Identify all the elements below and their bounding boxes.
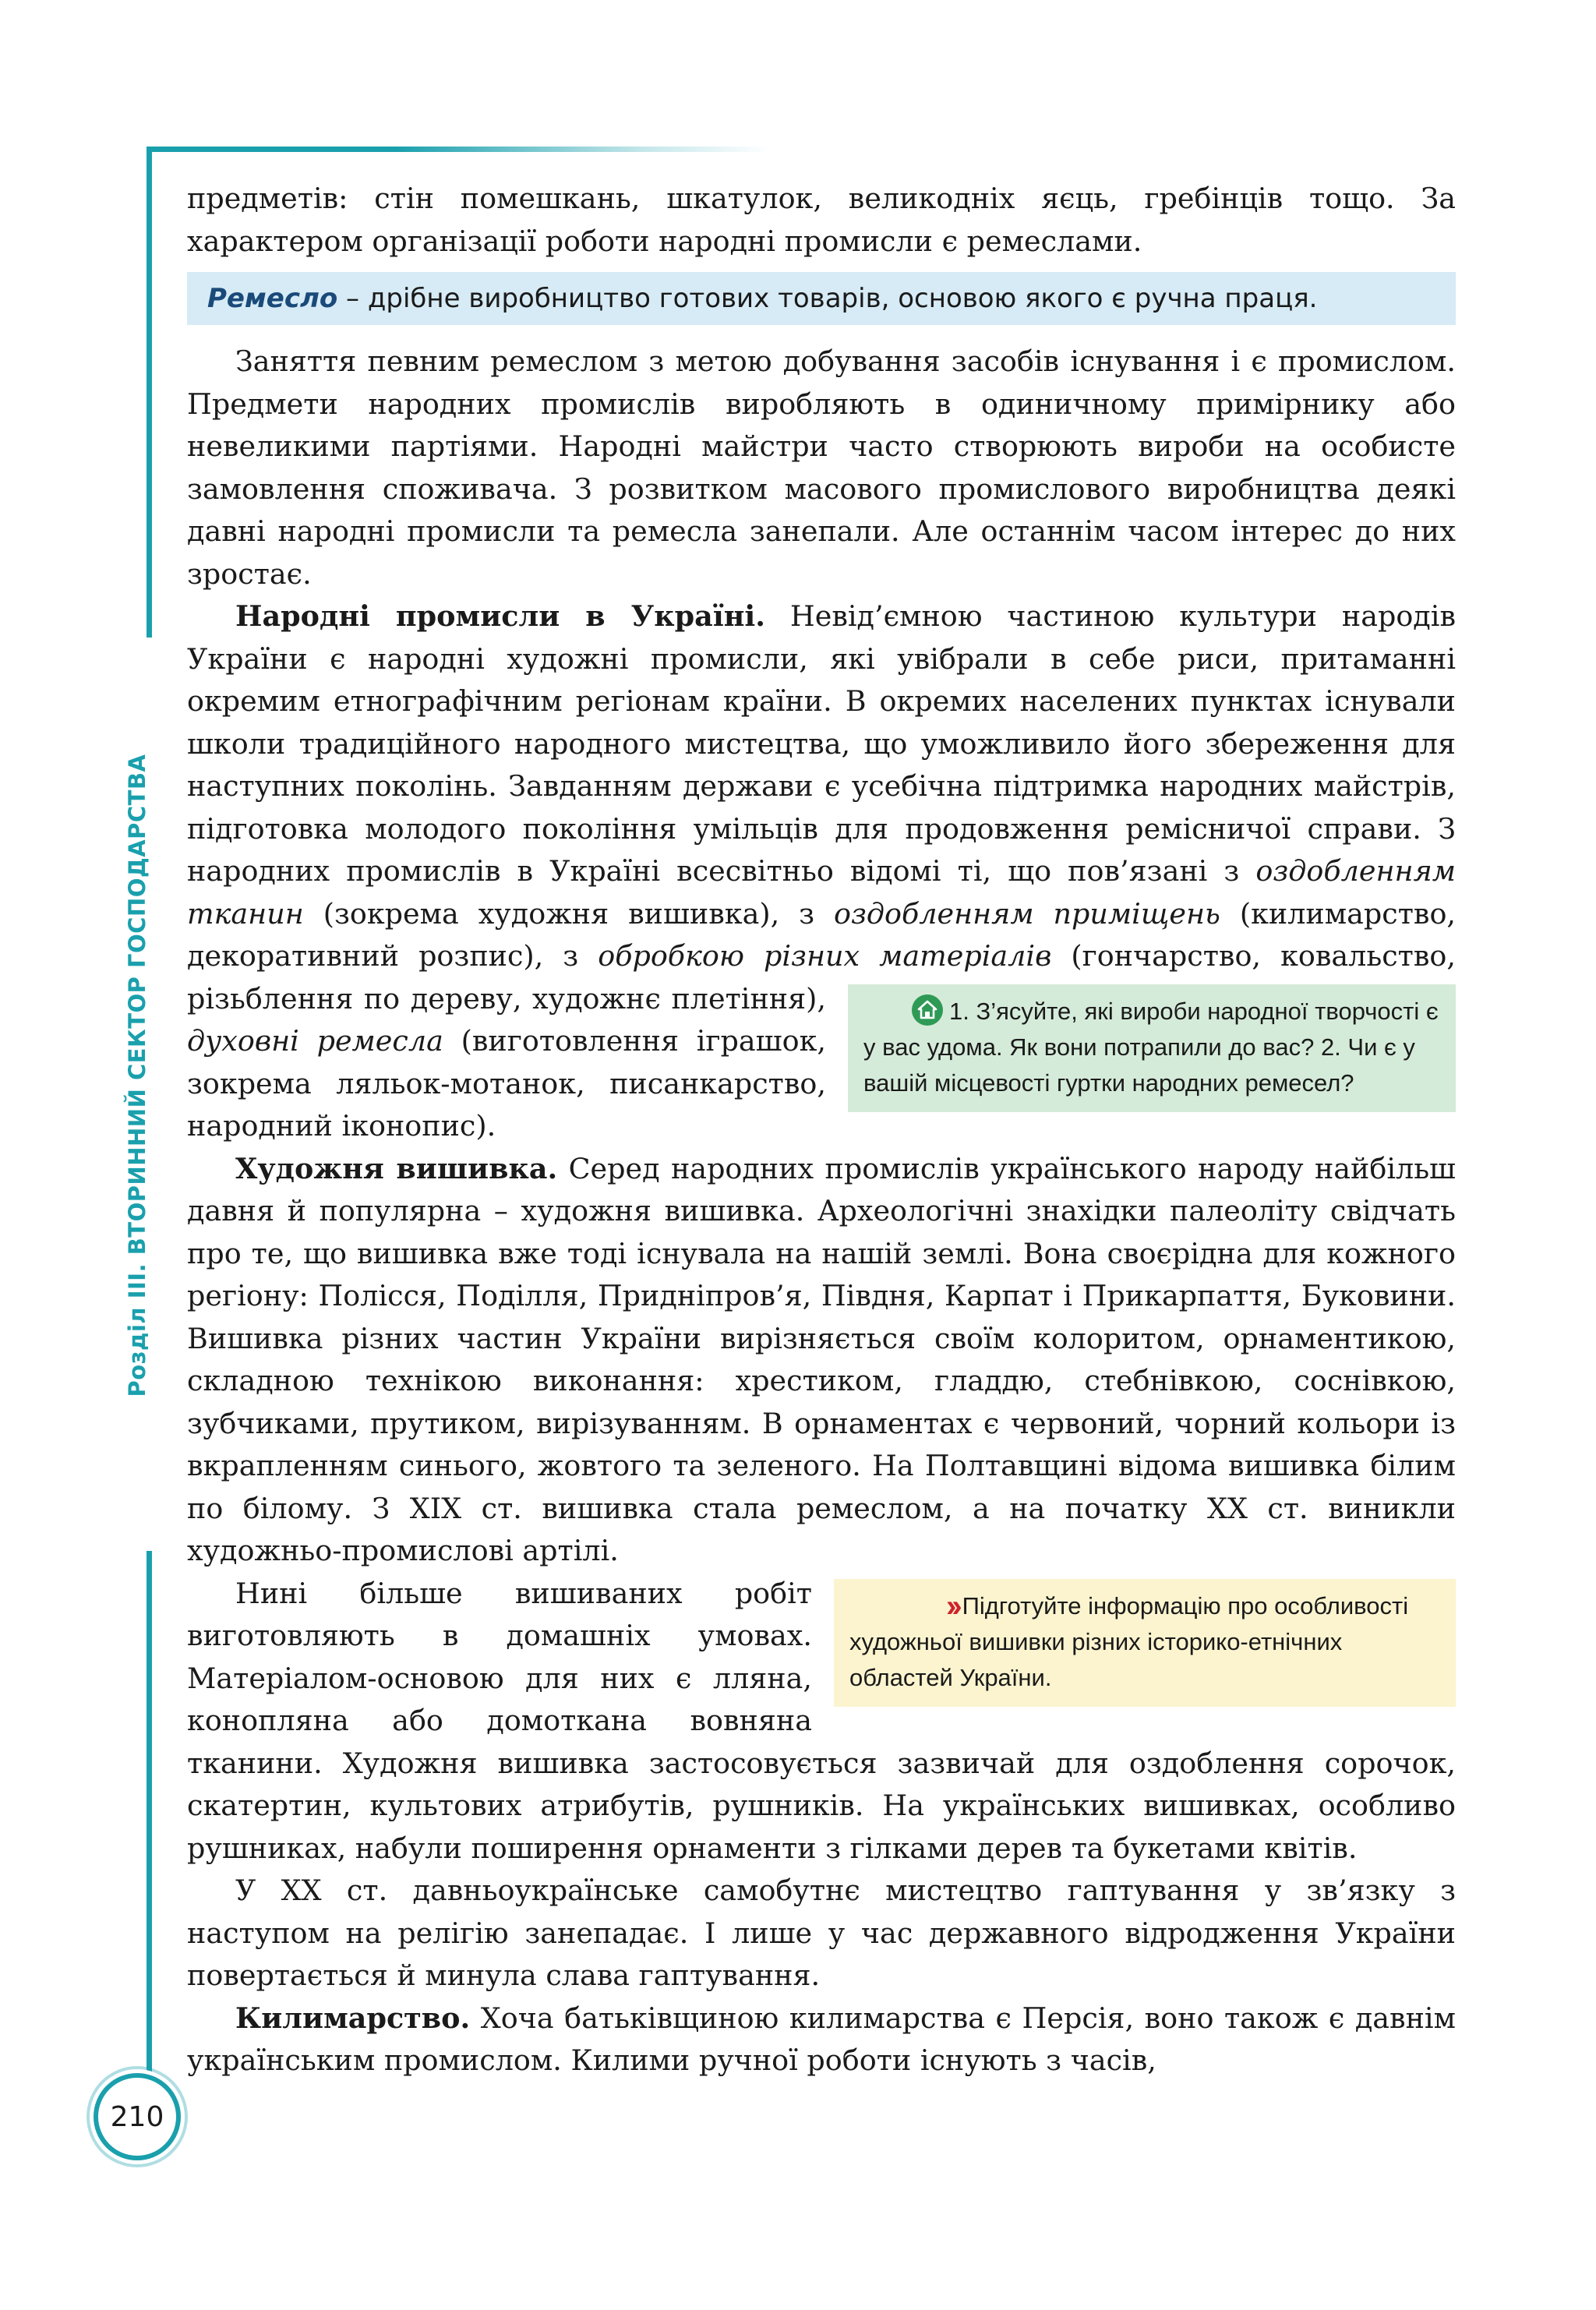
paragraph-6: У XX ст. давньоукраїнське самобутнє мистецтво гаптування у зв’язку з наступом на релігію занепадає. І лише у час державного відродження України повертається й минула слава гаптування. — [187, 1874, 1456, 1992]
heading-carpet: Килимарство. — [235, 2001, 471, 2035]
folk-crafts-text-c: (килимарство, декоративний розпис), з — [187, 896, 1457, 973]
paragraph-5 — [187, 1573, 1456, 1870]
embroidery-text: Серед народних промислів українського народу найбільш давня й популярна – художня вишивка. Археологічні знахідки палеоліту свідчать про те, що вишивка вже тоді існувала на нашій землі. Вона своєрідна для кожного регіону: Полісся, Поділля, Придніпров’я, Півдня, Карпат і Прикарпаття, Буковини. Вишивка різних частин України вирізняється своїм колоритом, орнаментикою, складною технікою виконання: хрестиком, гладдю, стебнівкою, соснівкою, зубчиками, прутиком, вирізуванням. В орнаментах є червоний, чорний кольори із вкрапленням синього, жовтого та зеленого. На Полтавщині відома вишивка білим по білому. З XIX ст. вишивка стала ремеслом, а на початку XX ст. виникли художньо-промислові артілі. — [187, 1151, 1456, 1567]
definition-text: – дрібне виробництво готових товарів, основою якого є ручна праця. — [337, 283, 1318, 314]
section-side-title: Розділ ІІІ. ВТОРИННИЙ СЕКТОР ГОСПОДАРСТВА — [124, 754, 150, 1397]
definition-term: Ремесло — [207, 283, 338, 314]
page-number-text: 210 — [110, 2100, 164, 2133]
folk-crafts-italic-3: обробкою різних матеріалів — [598, 939, 1052, 973]
paragraph-1: предметів: стін помешкань, шкатулок, великодніх яєць, гребінців тощо. За характером організації роботи народні промисли є ремеслами. — [187, 182, 1456, 258]
prepare-task-text: Підготуйте інформацію про особливості художньої вишивки різних історико-етнічних областей України. — [849, 1591, 1409, 1691]
left-decorative-rule-top — [147, 147, 152, 638]
heading-folk-crafts: Народні промисли в Україні. — [235, 599, 765, 633]
carpet-text: Хоча батьківщиною килимарства є Персія, воно також є давнім українським промислом. Килими ручної роботи існують з часів, — [187, 2001, 1456, 2077]
page-number — [94, 2073, 181, 2160]
home-task-box — [848, 984, 1456, 1112]
definition-box — [187, 272, 1456, 325]
top-decorative-rule — [147, 147, 770, 152]
paragraph-embroidery — [187, 1148, 1456, 1573]
paragraph-2: Заняття певним ремеслом з метою добування засобів існування і є промислом. Предмети народних промислів виробляють в одиничному примірнику або невеликими партіями. Народні майстри часто створюють вироби на особисте замовлення споживача. З розвитком масового промислового виробництва деякі давні народні промисли та ремесла занепали. Але останнім часом інтерес до них зростає. — [187, 344, 1456, 591]
folk-crafts-italic-2: оздобленням приміщень — [833, 896, 1220, 931]
house-icon — [912, 994, 943, 1026]
paragraph-5-text: Нині більше вишиваних робіт виготовляють в домашніх умовах. Матеріалом-основою для них є лляна, конопляна або домоткана вовняна тканини. Художня вишивка застосовується зазвичай для оздоблення сорочок, скатертин, культових атрибутів, рушників. На українських вишивках, особливо рушниках, набули поширення орнаменти з гілками дерев та букетами квітів. — [187, 1576, 1456, 1865]
home-task-text: 1. З’ясуйте, які вироби народної творчості є у вас удома. Як вони потрапили до вас? 2. Чи є у вашій місцевості гуртки народних ремесел? — [863, 997, 1439, 1097]
paragraph-folk-crafts — [187, 595, 1456, 1148]
folk-crafts-text-b: (зокрема художня вишивка), з — [303, 896, 834, 931]
prepare-task-box — [834, 1579, 1456, 1707]
folk-crafts-text-e: (виготовлення іграшок, зокрема ляльок-мотанок, писанкарство, народний іконопис). — [187, 1024, 827, 1143]
page-content — [187, 178, 1456, 2082]
double-chevron-right-icon: ›› — [946, 1588, 958, 1623]
folk-crafts-text-d: (гончарство, ковальство, різьблення по дереву, художнє плетіння), — [187, 939, 1456, 1015]
folk-crafts-italic-4: духовні ремесла — [187, 1024, 443, 1058]
folk-crafts-italic-1: оздобленням тканин — [187, 854, 1456, 931]
paragraph-carpet — [187, 1997, 1456, 2082]
folk-crafts-text-a: Невід’ємною частиною культури народів України є народні художні промисли, які увібрали в себе риси, притаманні окремим етнографічним регіонам країни. В окремих населених пунктах існували школи традиційного народного мистецтва, що уможливило його збереження для наступних поколінь. Завданням держави є усебічна підтримка народних майстрів, підготовка молодого покоління умільців для продовження ремісничої справи. З народних промислів в Україні всесвітньо відомі ті, що пов’язані з — [187, 599, 1456, 888]
left-decorative-rule-bottom — [147, 1551, 152, 2112]
heading-embroidery: Художня вишивка. — [235, 1151, 558, 1185]
